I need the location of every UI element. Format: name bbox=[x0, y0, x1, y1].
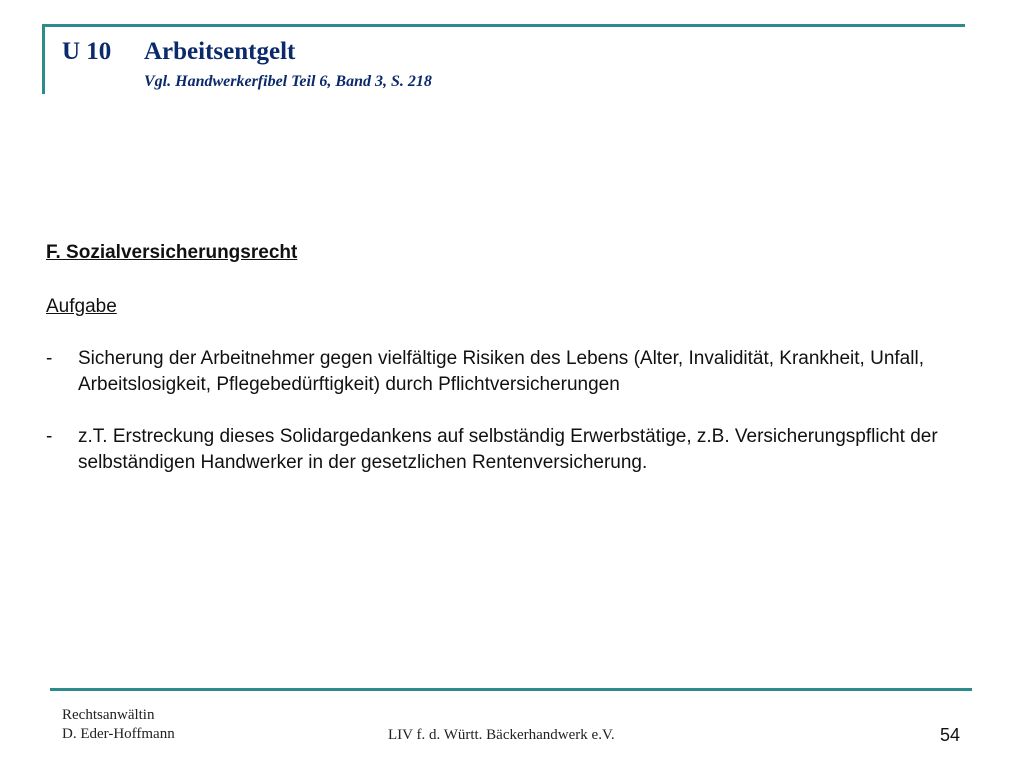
bullet-item bbox=[46, 346, 976, 398]
slide-subtitle: Vgl. Handwerkerfibel Teil 6, Band 3, S. 218 bbox=[144, 73, 432, 90]
author-title: Rechtsanwältin bbox=[62, 707, 155, 723]
footer-author bbox=[62, 706, 175, 744]
footer-organization: LIV f. d. Württ. Bäckerhandwerk e.V. bbox=[388, 727, 615, 743]
header-accent-bar bbox=[42, 24, 45, 94]
title-text: Arbeitsentgelt bbox=[144, 38, 296, 65]
bullet-dash: - bbox=[46, 348, 53, 369]
bullet-item bbox=[46, 424, 976, 476]
slide-title bbox=[62, 38, 295, 66]
slide-content bbox=[46, 240, 976, 476]
bullet-text: Sicherung der Arbeitnehmer gegen vielfältige Risiken des Lebens (Alter, Invalidität, Krankheit, Unfall, Arbeitslosigkeit, Pflegebedürftigkeit) durch Pflichtversicherungen bbox=[78, 348, 924, 395]
page-number: 54 bbox=[940, 725, 961, 745]
title-number: U 10 bbox=[62, 38, 112, 65]
section-heading: F. Sozialversicherungsrecht bbox=[46, 242, 298, 263]
bullet-text: z.T. Erstreckung dieses Solidargedankens auf selbständig Erwerbstätige, z.B. Versicherungspflicht der selbständigen Handwerker in der gesetzlichen Rentenversicherung. bbox=[78, 426, 938, 473]
author-name: D. Eder-Hoffmann bbox=[62, 726, 175, 742]
aufgabe-label: Aufgabe bbox=[46, 296, 117, 317]
header-divider-line bbox=[42, 24, 965, 27]
bullet-dash: - bbox=[46, 426, 53, 447]
footer-divider-line bbox=[50, 688, 972, 691]
